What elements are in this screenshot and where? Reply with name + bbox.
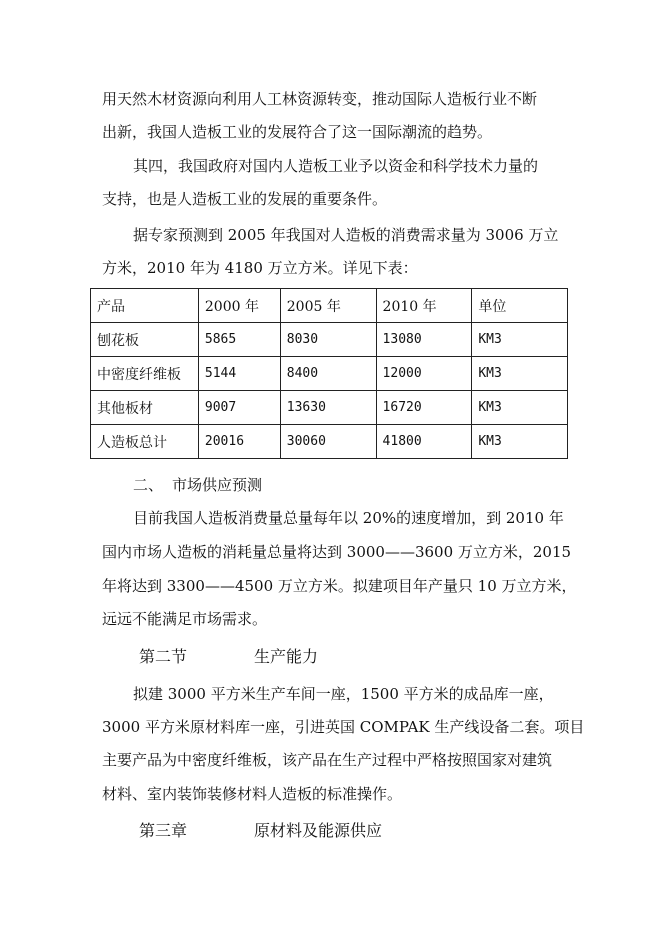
paragraph-line: 3000 平方米原材料库一座，引进英国 COMPAK 生产线设备二套。项目 (102, 718, 585, 736)
paragraph-line: 国内市场人造板的消耗量总量将达到 3000——3600 万立方米，2015 (102, 543, 572, 561)
table-cell: 人造板总计 (91, 425, 199, 459)
paragraph-line: 主要产品为中密度纤维板，该产品在生产过程中严格按照国家对建筑 (102, 751, 553, 769)
section-heading: 生产能力 (254, 647, 319, 666)
table-cell: KM3 (472, 357, 568, 391)
table-cell: 12000 (376, 357, 472, 391)
table-cell: KM3 (472, 323, 568, 357)
chapter-label: 第三章 (139, 821, 188, 840)
table-cell: 16720 (376, 391, 472, 425)
table-cell: 20016 (198, 425, 280, 459)
paragraph-line: 目前我国人造板消费量总量每年以 20%的速度增加，到 2010 年 (133, 509, 564, 527)
section-number: 二、 (133, 476, 164, 494)
table-cell: 8030 (280, 323, 376, 357)
paragraph-line: 年将达到 3300——4500 万立方米。拟建项目年产量只 10 万立方米， (102, 577, 577, 595)
table-cell: 13630 (280, 391, 376, 425)
paragraph-line: 用天然木材资源向利用人工林资源转变，推动国际人造板行业不断 (102, 90, 538, 108)
table-cell: 9007 (198, 391, 280, 425)
consumption-forecast-table (90, 288, 568, 459)
paragraph-line: 方米，2010 年为 4180 万立方米。详见下表： (102, 259, 418, 277)
table-cell: 41800 (376, 425, 472, 459)
table-header-row (91, 289, 568, 323)
table-cell: 中密度纤维板 (91, 357, 199, 391)
section-label: 第二节 (139, 647, 188, 666)
table-row (91, 357, 568, 391)
table-cell: KM3 (472, 391, 568, 425)
table-cell: 13080 (376, 323, 472, 357)
table-header-cell: 单位 (472, 289, 568, 323)
paragraph-line: 出新，我国人造板工业的发展符合了这一国际潮流的趋势。 (102, 123, 493, 141)
table-row (91, 323, 568, 357)
table-cell: 其他板材 (91, 391, 199, 425)
paragraph-line: 其四，我国政府对国内人造板工业予以资金和科学技术力量的 (133, 157, 539, 175)
table-cell: 5144 (198, 357, 280, 391)
paragraph-line: 拟建 3000 平方米生产车间一座，1500 平方米的成品库一座， (133, 685, 554, 703)
paragraph-line: 材料、室内装饰装修材料人造板的标准操作。 (102, 785, 403, 803)
table-header-cell: 2010 年 (376, 289, 472, 323)
table-row (91, 425, 568, 459)
section-title: 市场供应预测 (172, 476, 263, 494)
table-cell: KM3 (472, 425, 568, 459)
table-header-cell: 2000 年 (198, 289, 280, 323)
table-cell: 30060 (280, 425, 376, 459)
table-cell: 8400 (280, 357, 376, 391)
table-cell: 刨花板 (91, 323, 199, 357)
table-header-cell: 2005 年 (280, 289, 376, 323)
paragraph-line: 据专家预测到 2005 年我国对人造板的消费需求量为 3006 万立 (133, 226, 559, 244)
table-header-cell: 产品 (91, 289, 199, 323)
chapter-title: 原材料及能源供应 (254, 821, 383, 840)
table-row (91, 391, 568, 425)
table-cell: 5865 (198, 323, 280, 357)
paragraph-line: 远远不能满足市场需求。 (102, 610, 268, 628)
paragraph-line: 支持，也是人造板工业的发展的重要条件。 (102, 190, 388, 208)
